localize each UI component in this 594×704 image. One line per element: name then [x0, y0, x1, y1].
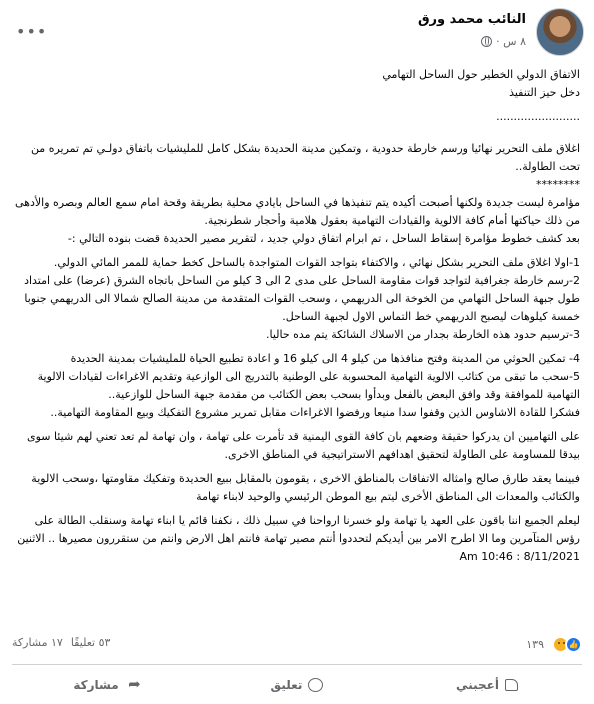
post-title-line1: الاتفاق الدولي الخطير حول الساحل التهامي	[382, 68, 580, 81]
item-1: 1-اولا اغلاق ملف التحرير بشكل نهائي ، والاكتفاء بتواجد القوات المتواجدة بالساحل كخط حماية للممر المائي الدولي.	[53, 256, 580, 269]
item-5: 5-سحب ما تبقى من كتائب الالوية التهامية المحسوبة على الوطنية بالتدريج الى الوازعية وتقديم الاغراءات لقيادات الالوية التهامية للموافقة وقد وافق البعض بالفعل وبدأوا بسحب بعض الكتائب من مقدمة جبهة الساحل للوازعية..	[37, 370, 580, 401]
paragraph-3: بعد كشف خطوط مؤامرة إسقاط الساحل ، تم ابرام اتفاق دولي جديد ، لتقرير مصير الحديدة قضت بنوده التالي :-	[67, 232, 580, 245]
author-name[interactable]: النائب محمد ورق	[417, 12, 526, 27]
item-6: فشكرا للقادة الاشاوس الذين وقفوا سدا منيعا ورفضوا الاغراءات مقابل تمرير مشروع التفكيك وبيع المقاومة التهامية..	[50, 406, 580, 419]
post-header	[10, 8, 584, 64]
post-meta	[481, 35, 526, 48]
reactions-summary[interactable]	[526, 636, 582, 653]
comment-button[interactable]	[202, 668, 392, 702]
item-4: 4- تمكين الحوثي من المدينة وفتح منافذها من كيلو 4 الى كيلو 16 و اعادة تطبيع الحياة للمليشيات بمدينة الحديدة	[70, 352, 580, 365]
action-bar	[12, 668, 582, 702]
like-label: أعجبني	[456, 678, 499, 692]
paragraph-6: ليعلم الجميع اننا باقون على العهد يا تهامة ولو خسرنا ارواحنا في سبيل ذلك ، نكفنا قائم يا ابناء تهامة وسنقلب الطالة على رؤس المتآمرين وما الا اطرح الامر بين أيديكم لتحددوا أنتم مصير تهامة فانتم اهل الارض وانتم من ستقررون مصيرها .. الاثنين 8/11/2021 : 10:46 Am	[17, 514, 580, 563]
share-icon	[125, 677, 141, 693]
post-title-line2: دخل حيز التنفيذ	[509, 86, 580, 99]
like-reaction-icon	[565, 636, 582, 653]
divider	[12, 664, 582, 665]
like-button[interactable]	[392, 668, 582, 702]
paragraph-4: على التهاميين ان يدركوا حقيقة وضعهم بان كافة القوى اليمنية قد تأمرت على تهامة ، وان تهامة لم تعد تعني لهم شيئا سوى بيدقا للمساومة على الطاولة لتحقيق اهدافهم الاستراتيجية في المناطق الاخرى.	[26, 430, 580, 461]
reaction-count: ١٣٩	[526, 638, 544, 651]
share-label: مشاركة	[73, 678, 119, 692]
engagement-counts	[12, 636, 110, 649]
shares-count[interactable]: ١٧ مشاركة	[12, 636, 63, 649]
item-3: 3-ترسيم حدود هذه الخارطة بجدار من الاسلاك الشائكة يتم مده حاليا.	[265, 328, 580, 341]
comment-icon	[308, 678, 323, 692]
item-2: 2-رسم خارطة جغرافية لتواجد قوات مقاومة الساحل على مدى 2 الى 3 كيلو من الساحل باتجاه الشرق (عرضا) على امتداد طول جبهة الساحل التهامي من الخوخة الى الدريهمي ، وسحب القوات المتقدمة من مدينة الصالح شمالا الى الدريهمي جنوبا خمسة كيلوهات ليصبح الدريهمي خط التماس الاول لجبهة الساحل.	[24, 274, 580, 323]
post-content	[14, 66, 580, 566]
share-button[interactable]	[12, 668, 202, 702]
more-options-icon[interactable]: •••	[16, 22, 48, 41]
paragraph-5: فبينما يعقد طارق صالح وامثاله الاتفاقات بالمناطق الاخرى ، يقومون بالمقابل ببيع الحديدة وتفكيك مقاومتها ،وسحب الالوية والكتائب والمعدات الى المناطق الأخرى ليتم بيع الموطن الرئيسي والوحيد لابناء تهامة	[31, 472, 580, 503]
comment-label: تعليق	[270, 678, 303, 692]
stars-separator: ********	[536, 178, 580, 191]
thumbs-up-icon	[505, 679, 518, 691]
post-stats	[12, 632, 582, 658]
paragraph-1: اغلاق ملف التحرير نهائيا ورسم خارطة حدودية ، وتمكين مدينة الحديدة بشكل كامل للمليشيات باتفاق دولـي تم تمريره من تحت الطاولة..	[30, 142, 580, 173]
avatar[interactable]	[536, 8, 584, 56]
paragraph-2: مؤامرة ليست جديدة ولكنها أصبحت أكيده يتم تنفيذها في الساحل بايادي محلية بطريقة وقحة امام سمع العالم وبصره والأدهى من ذلك حياكتها أمام كافة الالوية والقيادات التهامية بعقول هلامية وأحجار شطرنجية.	[15, 196, 580, 227]
post-time[interactable]: ٨ س ·	[496, 35, 526, 48]
dots-separator: ........................	[496, 110, 580, 123]
globe-icon	[481, 36, 492, 47]
comments-count[interactable]: ٥٣ تعليقًا	[70, 636, 111, 649]
